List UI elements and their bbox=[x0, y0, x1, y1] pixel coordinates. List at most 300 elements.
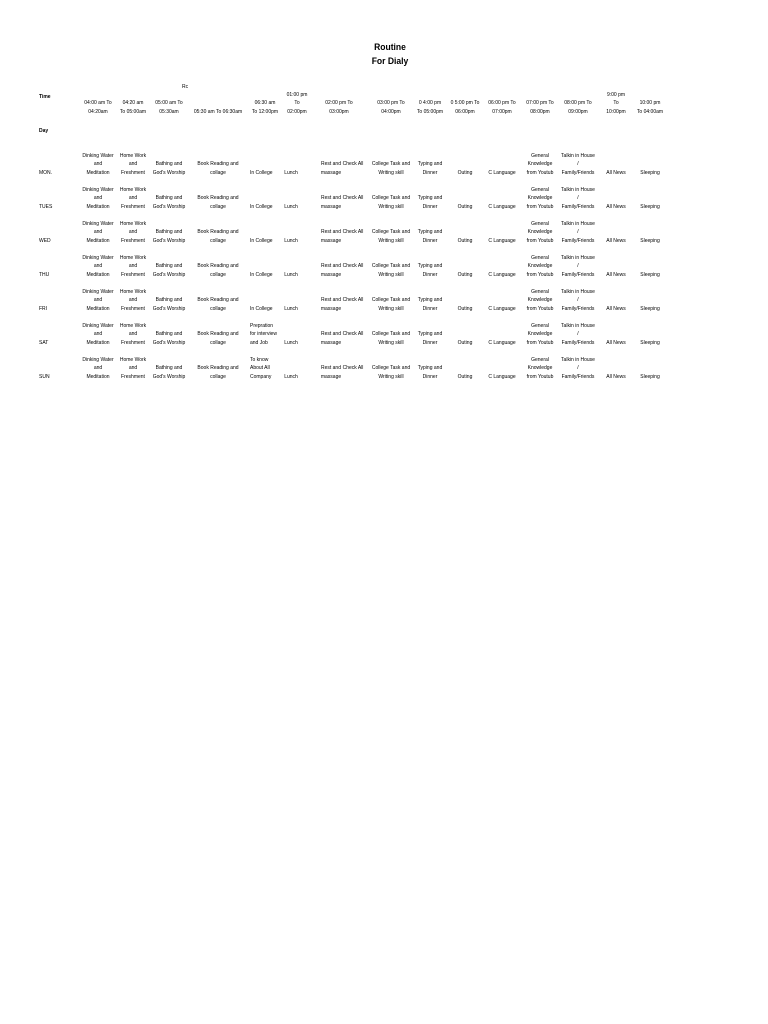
activity-line: / bbox=[577, 263, 579, 270]
activity-line: God's Worship bbox=[152, 373, 186, 380]
activity-cell bbox=[366, 262, 416, 279]
stray-mark: Rc bbox=[182, 84, 189, 90]
activity-line: Typing and bbox=[417, 331, 443, 338]
activity-line: Family/Friends bbox=[561, 169, 595, 176]
activity-line: Freshment bbox=[121, 271, 145, 278]
activity-line: Book Reading and bbox=[197, 229, 239, 236]
day-label-sat: SAT bbox=[39, 339, 49, 346]
time-slot-line: 05:30 am To 06:30am bbox=[193, 108, 243, 115]
activity-line: Meditation bbox=[86, 339, 110, 346]
activity-line: Typing and bbox=[417, 161, 443, 168]
activity-line: from Youtub bbox=[526, 237, 554, 244]
activity-line: General bbox=[531, 356, 549, 363]
activity-cell bbox=[77, 288, 119, 313]
activity-cell bbox=[445, 271, 485, 279]
activity-line: Family/Friends bbox=[561, 237, 595, 244]
activity-cell bbox=[77, 254, 119, 279]
time-slot-header bbox=[77, 99, 119, 116]
activity-line: Outing bbox=[457, 305, 473, 312]
activity-line: Writing skill bbox=[378, 271, 404, 278]
activity-line: Sleeping bbox=[640, 169, 660, 176]
activity-cell bbox=[279, 169, 303, 177]
activity-line: and bbox=[93, 263, 103, 270]
activity-line: Family/Friends bbox=[561, 373, 595, 380]
activity-line: College Task and bbox=[371, 263, 411, 270]
day-label-thu: THU bbox=[39, 271, 50, 278]
activity-line: collage bbox=[210, 203, 226, 210]
activity-cell bbox=[412, 296, 448, 313]
activity-line: General bbox=[531, 254, 549, 261]
activity-line: Family/Friends bbox=[561, 305, 595, 312]
activity-line: C Language bbox=[488, 169, 516, 176]
activity-cell bbox=[557, 186, 599, 211]
activity-cell bbox=[366, 194, 416, 211]
activity-line: Dinner bbox=[422, 237, 438, 244]
activity-cell bbox=[339, 296, 367, 304]
activity-line: In College bbox=[250, 169, 273, 176]
day-label: Day bbox=[39, 128, 49, 134]
activity-line: C Language bbox=[488, 339, 516, 346]
activity-line: Talkin in House bbox=[561, 322, 595, 329]
activity-line: Sleeping bbox=[640, 373, 660, 380]
activity-line: Outing bbox=[457, 271, 473, 278]
activity-line: from Youtub bbox=[526, 305, 554, 312]
activity-cell bbox=[185, 330, 251, 347]
activity-cell bbox=[366, 296, 416, 313]
activity-cell bbox=[445, 237, 485, 245]
time-slot-line: 01:00 pm bbox=[286, 91, 308, 98]
activity-line: from Youtub bbox=[526, 339, 554, 346]
activity-cell bbox=[557, 220, 599, 245]
activity-line: C Language bbox=[488, 203, 516, 210]
activity-line: Outing bbox=[457, 339, 473, 346]
activity-line: C Language bbox=[488, 305, 516, 312]
activity-cell bbox=[339, 228, 367, 236]
activity-line: and bbox=[128, 161, 138, 168]
activity-line: collage bbox=[210, 271, 226, 278]
activity-line: C Language bbox=[488, 271, 516, 278]
activity-line: massage bbox=[320, 271, 342, 278]
activity-line: Bathing and bbox=[155, 263, 183, 270]
activity-cell bbox=[279, 203, 303, 211]
activity-line: Typing and bbox=[417, 229, 443, 236]
activity-line: Talkin in House bbox=[561, 152, 595, 159]
activity-line: About All bbox=[250, 365, 270, 372]
activity-line: Writing skill bbox=[378, 237, 404, 244]
activity-line: Typing and bbox=[417, 297, 443, 304]
activity-line: Knowledge bbox=[527, 263, 553, 270]
lunch-line: Lunch bbox=[284, 169, 298, 176]
activity-line: Outing bbox=[457, 203, 473, 210]
activity-line: In College bbox=[250, 305, 273, 312]
activity-cell bbox=[481, 373, 523, 381]
activity-cell bbox=[77, 152, 119, 177]
activity-cell bbox=[557, 152, 599, 177]
activity-cell bbox=[77, 356, 119, 381]
activity-line: collage bbox=[210, 339, 226, 346]
activity-line: College Task and bbox=[371, 229, 411, 236]
activity-cell bbox=[279, 305, 303, 313]
activity-line: and bbox=[128, 229, 138, 236]
activity-line: / bbox=[577, 161, 579, 168]
activity-cell bbox=[77, 186, 119, 211]
activity-cell bbox=[481, 237, 523, 245]
activity-line: General bbox=[531, 152, 549, 159]
activity-line: massage bbox=[320, 203, 342, 210]
activity-cell bbox=[339, 262, 367, 270]
activity-line: Check All bbox=[342, 195, 364, 202]
time-slot-line: 05:00 am To bbox=[155, 100, 183, 107]
activity-line: Meditation bbox=[86, 271, 110, 278]
activity-line: Family/Friends bbox=[561, 203, 595, 210]
lunch-line: Lunch bbox=[284, 271, 298, 278]
activity-line: / bbox=[577, 195, 579, 202]
activity-line: Home Work bbox=[119, 254, 147, 261]
activity-line: All News bbox=[606, 373, 626, 380]
activity-line: God's Worship bbox=[152, 237, 186, 244]
activity-line: and bbox=[93, 195, 103, 202]
activity-line: and bbox=[128, 263, 138, 270]
time-slot-line: To 05:00am bbox=[119, 108, 147, 115]
activity-cell bbox=[366, 160, 416, 177]
activity-line: Home Work bbox=[119, 186, 147, 193]
activity-line: Freshment bbox=[121, 305, 145, 312]
activity-line: Typing and bbox=[417, 195, 443, 202]
activity-line: Rest and bbox=[320, 365, 341, 372]
activity-line: Knowledge bbox=[527, 229, 553, 236]
activity-cell bbox=[279, 339, 303, 347]
activity-line: Outing bbox=[457, 373, 473, 380]
activity-line: Dinner bbox=[422, 305, 438, 312]
time-slot-line: 10:00pm bbox=[606, 108, 626, 115]
time-slot-line: 04:20am bbox=[88, 108, 108, 115]
activity-line: for interview bbox=[250, 331, 277, 338]
time-slot-line: 08:00 pm To bbox=[564, 100, 592, 107]
lunch-line: Lunch bbox=[284, 305, 298, 312]
activity-line: Talkin in House bbox=[561, 288, 595, 295]
activity-cell bbox=[557, 322, 599, 347]
activity-line: College Task and bbox=[371, 331, 411, 338]
activity-line: Dinking Water bbox=[82, 288, 114, 295]
time-slot-line: 08:00pm bbox=[530, 108, 550, 115]
activity-line: massage bbox=[320, 305, 342, 312]
activity-cell bbox=[627, 305, 673, 313]
activity-line: / bbox=[577, 297, 579, 304]
day-label-fri: FRI bbox=[39, 305, 48, 312]
activity-line: / bbox=[577, 331, 579, 338]
time-slot-line: 06:00 pm To bbox=[488, 100, 516, 107]
activity-cell bbox=[339, 364, 367, 372]
activity-line: Dinking Water bbox=[82, 322, 114, 329]
activity-cell bbox=[627, 373, 673, 381]
activity-line: Dinking Water bbox=[82, 186, 114, 193]
activity-cell bbox=[77, 220, 119, 245]
time-slot-line: 03:00pm bbox=[329, 108, 349, 115]
activity-line: Meditation bbox=[86, 305, 110, 312]
activity-cell bbox=[445, 305, 485, 313]
activity-line: massage bbox=[320, 339, 342, 346]
time-slot-line: To 12:00pm bbox=[251, 108, 279, 115]
time-slot-header bbox=[281, 91, 313, 116]
activity-line: Rest and bbox=[320, 297, 341, 304]
activity-line: / bbox=[577, 365, 579, 372]
activity-line: All News bbox=[606, 339, 626, 346]
activity-line: Sleeping bbox=[640, 203, 660, 210]
time-slot-line: 07:00 pm To bbox=[526, 100, 554, 107]
activity-cell bbox=[412, 228, 448, 245]
activity-cell bbox=[366, 228, 416, 245]
activity-line: Bathing and bbox=[155, 195, 183, 202]
activity-line: Family/Friends bbox=[561, 339, 595, 346]
time-slot-line: To bbox=[294, 100, 300, 107]
activity-line: C Language bbox=[488, 237, 516, 244]
activity-cell bbox=[185, 262, 251, 279]
time-slot-line: 04:20 am bbox=[122, 100, 144, 107]
activity-line: Dinner bbox=[422, 339, 438, 346]
activity-cell bbox=[627, 339, 673, 347]
page-subtitle: For Dialy bbox=[371, 56, 409, 67]
activity-line: Company bbox=[250, 373, 272, 380]
activity-cell bbox=[520, 322, 560, 347]
activity-line: In College bbox=[250, 271, 273, 278]
activity-line: Outing bbox=[457, 237, 473, 244]
activity-line: General bbox=[531, 220, 549, 227]
activity-line: General bbox=[531, 186, 549, 193]
activity-cell bbox=[339, 194, 367, 202]
activity-line: All News bbox=[606, 237, 626, 244]
activity-cell bbox=[557, 254, 599, 279]
time-slot-header bbox=[366, 99, 416, 116]
time-slot-line: 05:30am bbox=[159, 108, 179, 115]
activity-cell bbox=[185, 364, 251, 381]
activity-line: Knowledge bbox=[527, 161, 553, 168]
activity-cell bbox=[185, 228, 251, 245]
activity-line: and bbox=[93, 229, 103, 236]
activity-line: and bbox=[128, 331, 138, 338]
activity-line: College Task and bbox=[371, 365, 411, 372]
activity-line: and bbox=[93, 331, 103, 338]
activity-cell bbox=[279, 237, 303, 245]
activity-line: Rest and bbox=[320, 331, 341, 338]
activity-line: Dinking Water bbox=[82, 220, 114, 227]
activity-line: Rest and bbox=[320, 229, 341, 236]
activity-line: and bbox=[93, 161, 103, 168]
time-slot-header bbox=[244, 99, 286, 116]
time-slot-line: 04:00pm bbox=[381, 108, 401, 115]
activity-line: and Job bbox=[250, 339, 268, 346]
activity-line: Check All bbox=[342, 331, 364, 338]
lunch-line: Lunch bbox=[284, 203, 298, 210]
activity-line: God's Worship bbox=[152, 169, 186, 176]
activity-line: Home Work bbox=[119, 152, 147, 159]
activity-line: Check All bbox=[342, 229, 364, 236]
activity-cell bbox=[481, 271, 523, 279]
time-slot-header bbox=[314, 99, 364, 116]
activity-line: massage bbox=[320, 373, 342, 380]
activity-line: God's Worship bbox=[152, 271, 186, 278]
activity-line: To know bbox=[250, 356, 269, 363]
time-slot-header bbox=[445, 99, 485, 116]
activity-line: and bbox=[128, 195, 138, 202]
activity-line: God's Worship bbox=[152, 339, 186, 346]
activity-line: Bathing and bbox=[155, 331, 183, 338]
activity-line: Dinner bbox=[422, 169, 438, 176]
activity-line: All News bbox=[606, 169, 626, 176]
time-slot-line: 10:00 pm bbox=[639, 100, 661, 107]
time-slot-line: 09:00pm bbox=[568, 108, 588, 115]
activity-line: Dinking Water bbox=[82, 356, 114, 363]
activity-cell bbox=[339, 330, 367, 338]
time-slot-line: 07:00pm bbox=[492, 108, 512, 115]
activity-line: from Youtub bbox=[526, 203, 554, 210]
activity-line: Book Reading and bbox=[197, 263, 239, 270]
activity-cell bbox=[339, 160, 367, 168]
day-label-mon: MON. bbox=[39, 169, 53, 176]
activity-line: Sleeping bbox=[640, 305, 660, 312]
lunch-line: Lunch bbox=[284, 237, 298, 244]
activity-line: Sleeping bbox=[640, 271, 660, 278]
activity-cell bbox=[412, 330, 448, 347]
activity-cell bbox=[185, 194, 251, 211]
time-slot-line: 0 5:00 pm To bbox=[450, 100, 480, 107]
time-slot-line: 0 4:00 pm bbox=[418, 100, 442, 107]
activity-line: Freshment bbox=[121, 203, 145, 210]
activity-line: / bbox=[577, 229, 579, 236]
activity-line: Home Work bbox=[119, 322, 147, 329]
activity-line: Freshment bbox=[121, 373, 145, 380]
activity-line: Freshment bbox=[121, 339, 145, 346]
activity-line: and bbox=[128, 297, 138, 304]
activity-line: and bbox=[93, 365, 103, 372]
activity-line: God's Worship bbox=[152, 203, 186, 210]
activity-line: Talkin in House bbox=[561, 186, 595, 193]
activity-line: Writing skill bbox=[378, 169, 404, 176]
activity-line: Book Reading and bbox=[197, 331, 239, 338]
activity-line: All News bbox=[606, 305, 626, 312]
day-label-wed: WED bbox=[39, 237, 51, 244]
time-slot-line: 9:00 pm bbox=[606, 91, 626, 98]
activity-cell bbox=[481, 339, 523, 347]
activity-line: Bathing and bbox=[155, 229, 183, 236]
activity-line: Dinner bbox=[422, 203, 438, 210]
activity-line: Meditation bbox=[86, 373, 110, 380]
activity-line: massage bbox=[320, 237, 342, 244]
activity-cell bbox=[412, 262, 448, 279]
activity-line: Typing and bbox=[417, 263, 443, 270]
activity-cell bbox=[520, 254, 560, 279]
activity-cell bbox=[627, 271, 673, 279]
activity-line: Sleeping bbox=[640, 339, 660, 346]
activity-cell bbox=[445, 169, 485, 177]
activity-line: Freshment bbox=[121, 169, 145, 176]
activity-line: All News bbox=[606, 271, 626, 278]
activity-cell bbox=[445, 373, 485, 381]
activity-line: and bbox=[93, 297, 103, 304]
activity-line: Bathing and bbox=[155, 365, 183, 372]
activity-line: Check All bbox=[342, 297, 364, 304]
activity-line: Meditation bbox=[86, 203, 110, 210]
activity-line: Writing skill bbox=[378, 373, 404, 380]
activity-cell bbox=[185, 296, 251, 313]
activity-cell bbox=[77, 322, 119, 347]
activity-cell bbox=[412, 194, 448, 211]
activity-cell bbox=[520, 220, 560, 245]
time-slot-line: To 05:00pm bbox=[416, 108, 444, 115]
time-slot-header bbox=[520, 99, 560, 116]
time-slot-line: 02:00 pm To bbox=[325, 100, 353, 107]
activity-line: collage bbox=[210, 305, 226, 312]
activity-line: Home Work bbox=[119, 356, 147, 363]
activity-line: Rest and bbox=[320, 161, 341, 168]
activity-line: from Youtub bbox=[526, 373, 554, 380]
activity-cell bbox=[481, 203, 523, 211]
activity-line: Outing bbox=[457, 169, 473, 176]
activity-line: Writing skill bbox=[378, 305, 404, 312]
activity-cell bbox=[627, 203, 673, 211]
activity-cell bbox=[520, 356, 560, 381]
activity-line: Talkin in House bbox=[561, 254, 595, 261]
activity-cell bbox=[445, 339, 485, 347]
activity-line: College Task and bbox=[371, 297, 411, 304]
activity-cell bbox=[279, 373, 303, 381]
activity-line: Book Reading and bbox=[197, 365, 239, 372]
activity-line: Check All bbox=[342, 161, 364, 168]
lunch-line: Lunch bbox=[284, 339, 298, 346]
time-slot-line: 06:00pm bbox=[455, 108, 475, 115]
time-slot-line: 04:00 am To bbox=[84, 100, 112, 107]
activity-line: Writing skill bbox=[378, 203, 404, 210]
activity-cell bbox=[520, 152, 560, 177]
activity-line: Talkin in House bbox=[561, 220, 595, 227]
activity-cell bbox=[279, 271, 303, 279]
activity-line: Knowledge bbox=[527, 365, 553, 372]
time-slot-header bbox=[481, 99, 523, 116]
activity-line: massage bbox=[320, 169, 342, 176]
activity-line: In College bbox=[250, 237, 273, 244]
activity-line: C Language bbox=[488, 373, 516, 380]
time-slot-header bbox=[185, 108, 251, 116]
activity-line: Knowledge bbox=[527, 331, 553, 338]
activity-line: Home Work bbox=[119, 220, 147, 227]
activity-line: from Youtub bbox=[526, 271, 554, 278]
activity-cell bbox=[366, 364, 416, 381]
activity-cell bbox=[520, 288, 560, 313]
lunch-line: Lunch bbox=[284, 373, 298, 380]
time-slot-line: 02:00pm bbox=[287, 108, 307, 115]
activity-line: Prepration bbox=[250, 322, 274, 329]
activity-line: Knowledge bbox=[527, 195, 553, 202]
time-slot-line: 06:30 am bbox=[254, 100, 276, 107]
activity-line: In College bbox=[250, 203, 273, 210]
activity-line: Freshment bbox=[121, 237, 145, 244]
activity-cell bbox=[627, 237, 673, 245]
time-slot-line: To bbox=[613, 100, 619, 107]
activity-line: Rest and bbox=[320, 263, 341, 270]
activity-cell bbox=[481, 169, 523, 177]
activity-cell bbox=[520, 186, 560, 211]
time-label: Time bbox=[39, 94, 51, 100]
activity-line: God's Worship bbox=[152, 305, 186, 312]
activity-cell bbox=[627, 169, 673, 177]
activity-line: Family/Friends bbox=[561, 271, 595, 278]
activity-cell bbox=[366, 330, 416, 347]
activity-line: General bbox=[531, 288, 549, 295]
activity-line: Dinner bbox=[422, 373, 438, 380]
activity-line: Bathing and bbox=[155, 161, 183, 168]
activity-line: and bbox=[128, 365, 138, 372]
activity-line: All News bbox=[606, 203, 626, 210]
activity-line: Dinner bbox=[422, 271, 438, 278]
